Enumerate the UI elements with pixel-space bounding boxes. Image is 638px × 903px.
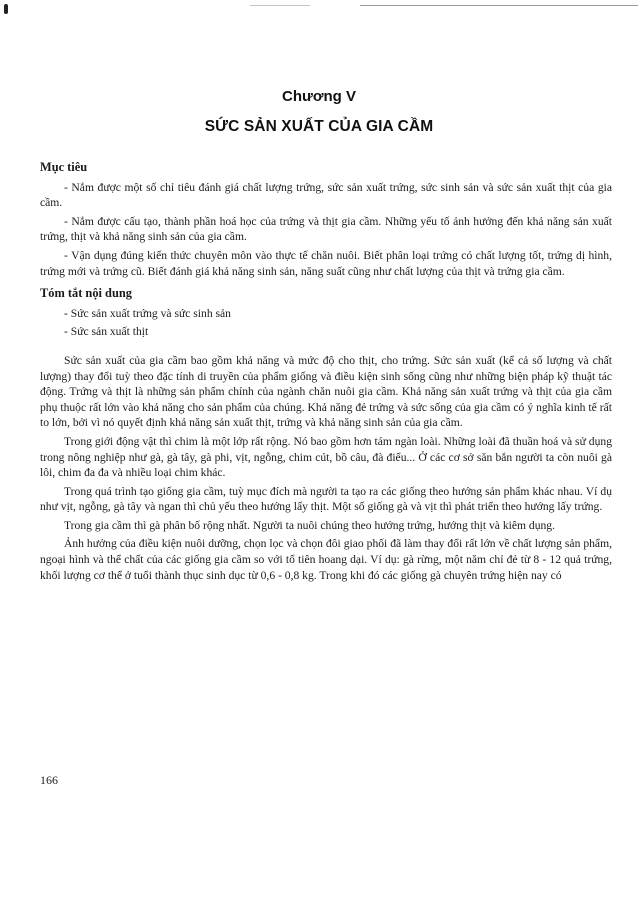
objective-paragraph: - Nắm được cấu tạo, thành phần hoá học của trứng và thịt gia cầm. Những yếu tố ảnh hưởng đến khả năng sản xuất trứng, thịt và khả năng sinh sản của gia cầm. (40, 214, 612, 244)
body-paragraph: Trong giới động vật thì chim là một lớp rất rộng. Nó bao gồm hơn tám ngàn loài. Những loài đã thuần hoá và sử dụng trong nông nghiệp như gà, gà tây, gà phi, vịt, ngỗng, chim cút, bồ câu, đà điểu... Ở các cơ sở săn bắn người ta còn nuôi gà lôi, chim đa đa và nhiều loại chim khác. (40, 434, 612, 480)
body-paragraph: Trong quá trình tạo giống gia cầm, tuỳ mục đích mà người ta tạo ra các giống theo hướng sản phẩm khác nhau. Ví dụ như vịt, ngỗng, gà tây và ngan thì chủ yếu theo hướng lấy thịt. Một số giống gà và vịt thì phát triển theo hướng lấy trứng. (40, 484, 612, 514)
page-content (40, 160, 612, 586)
objective-paragraph: - Vận dụng đúng kiến thức chuyên môn vào thực tế chăn nuôi. Biết phân loại trứng có chất lượng tốt, trứng dị hình, trứng mới và trứng cũ. Biết đánh giá khả năng sinh sản, năng suất cũng như chất lượng của thịt và trứng gia cầm. (40, 248, 612, 278)
body-paragraph: Ảnh hưởng của điều kiện nuôi dưỡng, chọn lọc và chọn đôi giao phối đã làm thay đổi rất lớn về chất lượng sản phẩm, ngoại hình và thể chất của các giống gia cầm so với tổ tiên hoang dại. Ví dụ: gà rừng, một năm chỉ đẻ từ 8 - 12 quả trứng, khối lượng cơ thể ở tuổi thành thục sinh dục từ 0,6 - 0,8 kg. Trong khi đó các giống gà chuyên trứng hiện nay có (40, 537, 612, 582)
body-paragraph: Trong gia cầm thì gà phân bố rộng nhất. Người ta nuôi chúng theo hướng trứng, hướng thịt và kiêm dụng. (64, 518, 556, 532)
objectives-heading: Mục tiêu (40, 160, 88, 174)
objective-paragraph: - Nắm được một số chỉ tiêu đánh giá chất lượng trứng, sức sản xuất trứng, sức sinh sản và sức sản xuất thịt của gia cầm. (40, 180, 612, 210)
page-number: 166 (40, 773, 58, 787)
scan-edge-line (250, 5, 310, 6)
chapter-label: Chương V (281, 88, 357, 105)
summary-item: - Sức sản xuất thịt (64, 325, 149, 339)
summary-heading: Tóm tắt nội dung (40, 286, 132, 301)
summary-item: - Sức sản xuất trứng và sức sinh sản (64, 306, 231, 320)
scan-mark (4, 4, 8, 14)
chapter-title: SỨC SẢN XUẤT CỦA GIA CẦM (204, 118, 434, 135)
scan-edge-line (360, 5, 638, 6)
spacer (40, 343, 612, 353)
body-paragraph: Sức sản xuất của gia cầm bao gồm khả năng và mức độ cho thịt, cho trứng. Sức sản xuất (kể cả số lượng và chất lượng) thay đổi tuỳ theo đặc tính di truyền của phẩm giống và điều kiện sinh sống cũng như những biện pháp kỹ thuật tác động. Trứng và thịt là những sản phẩm chính của ngành chăn nuôi gia cầm. Khả năng sản xuất trứng và thịt của gia cầm phụ thuộc rất lớn vào khả năng cho sản phẩm của chúng. Khả năng đẻ trứng và sức sống của gia cầm có ý nghĩa kinh tế rất to lớn, bởi vì nó quyết định khả năng sản xuất thịt, trứng và khả năng sinh sản của gia cầm. (40, 353, 612, 430)
